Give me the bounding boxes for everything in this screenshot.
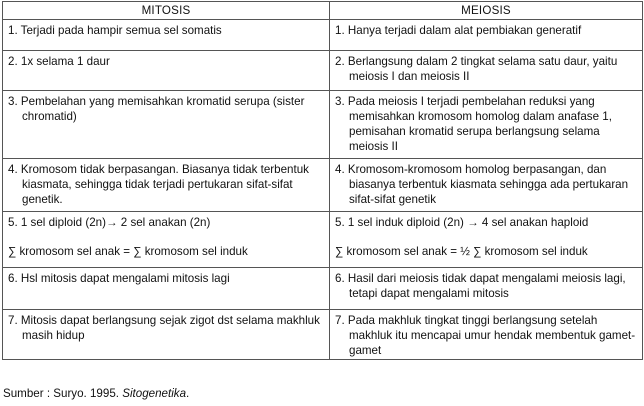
cell-text: 6. Hasil dari meiosis tidak dapat mengalami meiosis lagi, tetapi dapat mengalami mitosis <box>335 272 626 300</box>
chromosome-formula: ∑ kromosom sel anak = ∑ kromosom sel induk <box>8 245 248 258</box>
mitosis-cell <box>3 268 330 310</box>
mitosis-cell <box>3 310 330 360</box>
table-row <box>3 268 643 310</box>
table-row <box>3 212 643 268</box>
table-row <box>3 20 643 51</box>
mitosis-cell <box>3 20 330 51</box>
meiosis-cell <box>330 159 643 212</box>
meiosis-cell <box>330 20 643 51</box>
table-row <box>3 159 643 212</box>
source-citation <box>3 387 189 401</box>
table-row <box>3 91 643 159</box>
source-suffix: . <box>186 387 190 400</box>
chromosome-formula: ∑ kromosom sel anak = ½ ∑ kromosom sel induk <box>335 245 588 258</box>
table-header-row <box>3 2 643 20</box>
cell-text: 3. Pada meiosis I terjadi pembelahan reduksi yang memisahkan kromosom homolog dalam anafase 1, pemisahan kromatid serupa berlangsung selama meiosis II <box>335 95 612 153</box>
meiosis-cell <box>330 212 643 268</box>
cell-text: 7. Pada makhluk tingkat tinggi berlangsung setelah makhluk itu mencapai umur hendak membentuk gamet-gamet <box>335 314 636 357</box>
comparison-table <box>2 1 643 360</box>
cell-text: 5. 1 sel induk diploid (2n) → 4 sel anakan haploid <box>335 216 589 229</box>
table-row <box>3 51 643 91</box>
meiosis-cell <box>330 268 643 310</box>
mitosis-cell <box>3 212 330 268</box>
header-mitosis: MITOSIS <box>3 2 330 20</box>
mitosis-cell <box>3 51 330 91</box>
meiosis-cell <box>330 91 643 159</box>
cell-text: 7. Mitosis dapat berlangsung sejak zigot dst selama makhluk masih hidup <box>8 314 320 342</box>
source-title: Sitogenetika <box>122 387 187 400</box>
cell-text: 6. Hsl mitosis dapat mengalami mitosis lagi <box>8 272 230 285</box>
cell-text: 1. Hanya terjadi dalam alat pembiakan generatif <box>335 24 582 37</box>
mitosis-cell <box>3 159 330 212</box>
cell-text: 4. Kromosom-kromosom homolog berpasangan, dan biasanya terbentuk kiasmata sehingga ada pertukaran sifat-sifat genetik <box>335 163 629 206</box>
cell-text: 2. 1x selama 1 daur <box>8 55 110 68</box>
source-prefix: Sumber : Suryo. 1995. <box>3 387 123 400</box>
cell-text: 2. Berlangsung dalam 2 tingkat selama satu daur, yaitu meiosis I dan meiosis II <box>335 55 618 83</box>
cell-text: 5. 1 sel diploid (2n)→ 2 sel anakan (2n) <box>8 216 211 229</box>
header-meiosis: MEIOSIS <box>330 2 643 20</box>
cell-text: 3. Pembelahan yang memisahkan kromatid serupa (sister chromatid) <box>8 95 305 123</box>
cell-text: 4. Kromosom tidak berpasangan. Biasanya tidak terbentuk kiasmata, sehingga tidak terjadi pertukaran sifat-sifat genetik. <box>8 163 309 206</box>
cell-text: 1. Terjadi pada hampir semua sel somatis <box>8 24 222 37</box>
meiosis-cell <box>330 310 643 360</box>
meiosis-cell <box>330 51 643 91</box>
mitosis-cell <box>3 91 330 159</box>
table-row <box>3 310 643 360</box>
